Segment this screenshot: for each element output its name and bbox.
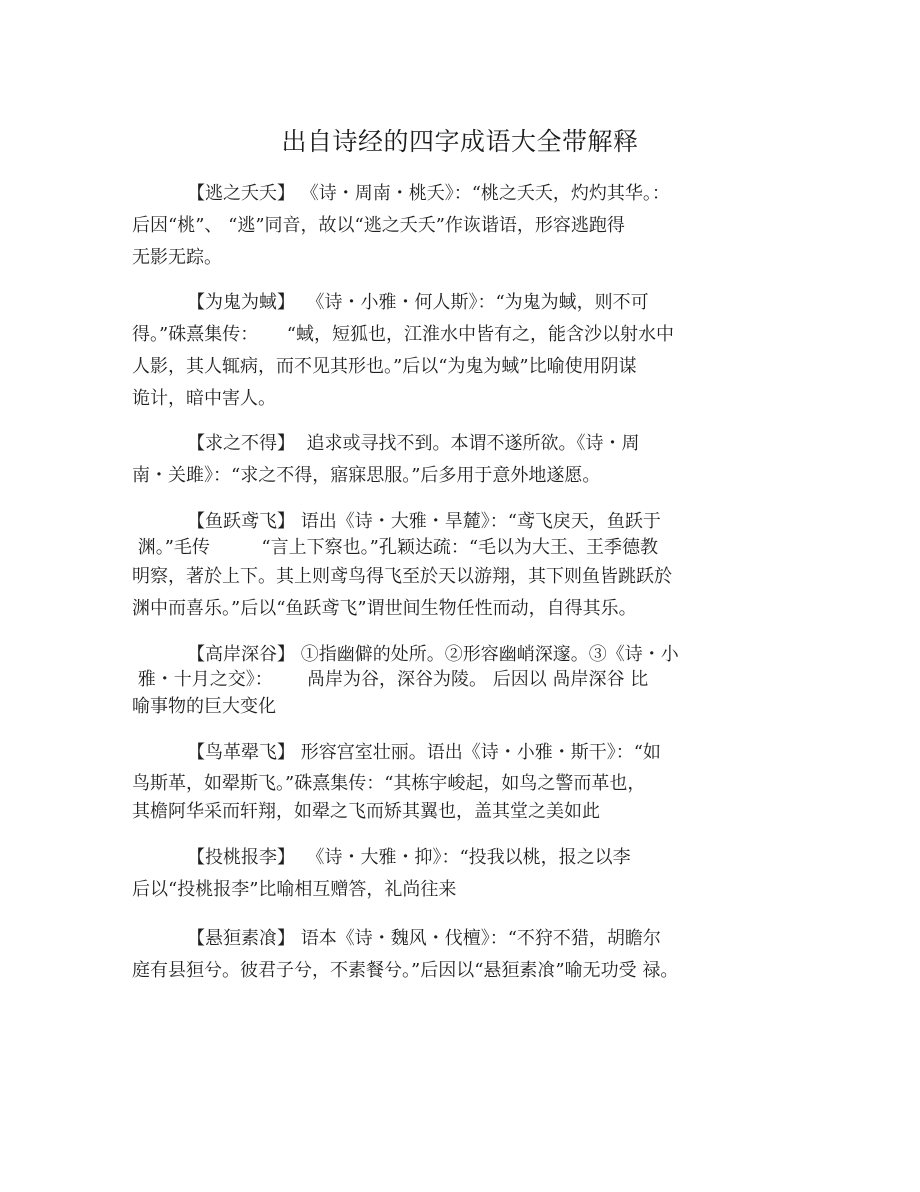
entry-taozhiyaoyao-line-2: 后因“桃”、 “逃”同音，故以“逃之夭夭”作诙谐语，形容逃跑得 — [132, 215, 625, 236]
entry-qiuzhibude-line-2: 南・关雎》：“求之不得，寤寐思服。”后多用于意外地遂愿。 — [132, 465, 601, 486]
entry-yuyueyuanfei-line-2: 渊。”毛传 “言上下察也。”孔颖达疏：“毛以为大王、王季德教 — [132, 537, 659, 558]
entry-weiguiweiyu-line-1: 【为鬼为蜮】 《诗・小雅・何人斯》：“为鬼为蜮，则不可 — [187, 292, 649, 313]
entry-xuanhuansucan-line-1: 【悬狟素飡】 语本《诗・魏风・伐檀》：“不狩不猎，胡瞻尔 — [187, 928, 661, 949]
entry-weiguiweiyu-line-3: 人影，其人辄病，而不见其形也。”后以“为鬼为蜮”比喻使用阴谋 — [132, 356, 637, 377]
entry-toutaobaoli-line-1: 【投桃报李】 《诗・大雅・抑》：“投我以桃，报之以李 — [187, 847, 631, 868]
entry-gaoanshengu-line-1: 【高岸深谷】 ①指幽僻的处所。②形容幽峭深邃。③《诗・小 — [187, 644, 679, 665]
entry-niaogecuifei-line-3: 其檐阿华采而轩翔，如翚之飞而矫其翼也，盖其堂之美如此 — [132, 801, 600, 822]
entry-xuanhuansucan-line-2: 庭有县狟兮。彼君子兮，不素餐兮。”后因以“悬狟素飡”喻无功受 禄。 — [132, 960, 679, 981]
entry-qiuzhibude-line-1: 【求之不得】 追求或寻找不到。本谓不遂所欲。《诗・周 — [187, 433, 640, 454]
entry-toutaobaoli-line-2: 后以“投桃报李”比喻相互赠答，礼尚往来 — [132, 879, 457, 900]
entry-taozhiyaoyao-line-1: 【逃之夭夭】 《诗・周南・桃夭》：“桃之夭夭，灼灼其华。： — [187, 183, 670, 204]
entry-weiguiweiyu-line-2: 得。”硃熹集传： “蜮，短狐也，江淮水中皆有之，能含沙以射水中 — [132, 324, 675, 345]
entry-niaogecuifei-line-2: 鸟斯革，如翚斯飞。”硃熹集传：“其栋宇峻起，如鸟之警而革也， — [132, 773, 646, 794]
entry-yuyueyuanfei-line-3: 明察，著於上下。其上则鸢鸟得飞至於天以游翔，其下则鱼皆跳跃於 — [132, 566, 672, 587]
entry-taozhiyaoyao-line-3: 无影无踪。 — [132, 247, 222, 268]
entry-gaoanshengu-line-2: 雅・十月之交》： 咼岸为谷，深谷为陵。 后因以 咼岸深谷 比 — [132, 669, 649, 690]
document-title: 出自诗经的四字成语大全带解释 — [281, 127, 639, 156]
entry-yuyueyuanfei-line-4: 渊中而喜乐。”后以“鱼跃鸢飞”谓世间生物任性而动，自得其乐。 — [132, 598, 637, 619]
entry-yuyueyuanfei-line-1: 【鱼跃鸢飞】 语出《诗・大雅・旱麓》：“鸢飞戾天，鱼跃于 — [187, 511, 661, 532]
entry-gaoanshengu-line-3: 喻事物的巨大变化 — [132, 696, 276, 717]
entry-weiguiweiyu-line-4: 诡计，暗中害人。 — [132, 388, 276, 409]
entry-niaogecuifei-line-1: 【鸟革翚飞】 形容宫室壮丽。语出《诗・小雅・斯干》：“如 — [187, 742, 661, 763]
